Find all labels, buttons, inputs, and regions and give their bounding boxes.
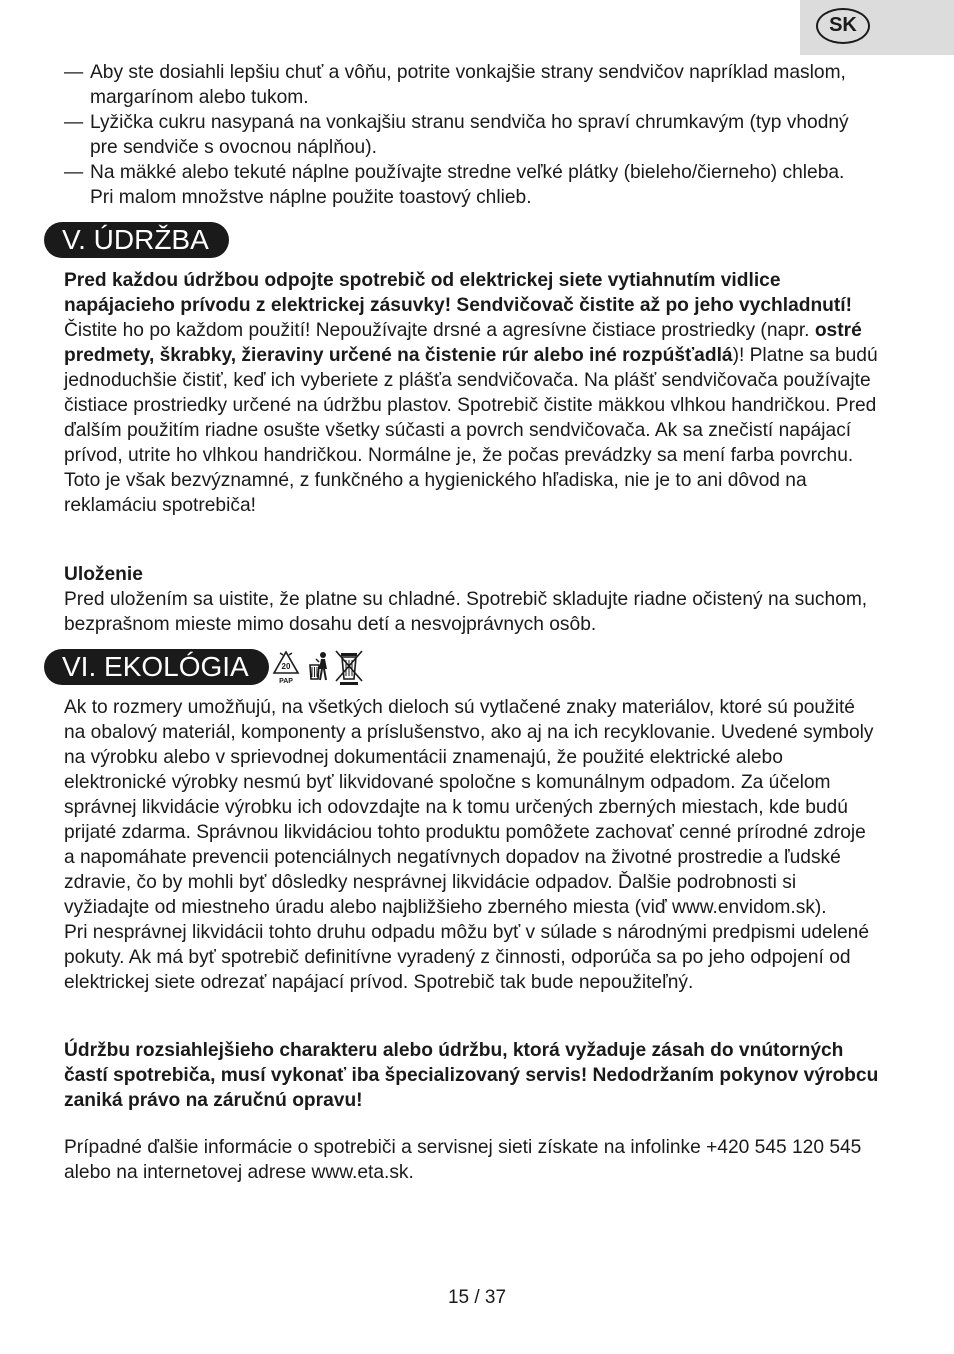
service-warning bbox=[64, 1038, 879, 1113]
storage-text: Pred uložením sa uistite, že platne su chladné. Spotrebič skladujte riadne očistený na suchom, bezprašnom mieste mimo dosahu detí a nesvojprávnych osôb. bbox=[64, 589, 868, 635]
storage-block bbox=[64, 562, 879, 637]
contact-info bbox=[64, 1135, 879, 1185]
ecology-icons bbox=[272, 649, 364, 687]
maintenance-paragraph bbox=[64, 268, 879, 518]
list-item bbox=[64, 110, 864, 160]
section-heading-ecology: VI. EKOLÓGIA bbox=[44, 649, 269, 685]
recycle-pap-icon bbox=[274, 652, 298, 685]
recycle-code: 20 bbox=[281, 662, 291, 671]
maintenance-text-rest: )! Platne sa budú jednoduchšie čistiť, keď ich vyberiete z plášťa sendvičovača. Na plášť sendvičovača používajte čistiace prostriedky určené na údržbu plastov. Spotrebič čistite mäkkou vlhkou handričkou. Pred ďalším použitím riadne osušte všetky súčasti a povrch sendvičovača. Ak sa znečistí napájací prívod, utrite ho vlhkou handričkou. Normálne je, že počas prevádzky sa mení farba povrchu. Toto je však bezvýznamné, z funkčného a hygienického hľadiska, nie je to ani dôvod na reklamáciu spotrebiča! bbox=[64, 345, 878, 516]
contact-info-text: Prípadné ďalšie informácie o spotrebiči a servisnej sieti získate na infolinke +420 545 120 545 alebo na internetovej adrese www.eta.sk. bbox=[64, 1137, 862, 1183]
tip-text: Lyžička cukru nasypaná na vonkajšiu stranu sendviča ho spraví chrumkavým (typ vhodný pre sendviče s ovocnou náplňou). bbox=[90, 112, 849, 158]
dash-marker: — bbox=[64, 162, 84, 183]
tidyman-icon bbox=[310, 652, 327, 680]
maintenance-warning-bold: Pred každou údržbou odpojte spotrebič od elektrickej siete vytiahnutím vidlice napájacieho prívodu z elektrickej zásuvky! Sendvičovač čistite až po jeho vychladnutí! bbox=[64, 270, 853, 316]
tips-list bbox=[64, 60, 864, 210]
list-item bbox=[64, 60, 864, 110]
maintenance-text: Čistite ho po každom použití! Nepoužívajte drsné a agresívne čistiace prostriedky (napr. bbox=[64, 320, 815, 341]
language-badge: SK bbox=[816, 8, 870, 44]
ecology-block bbox=[64, 695, 879, 995]
dash-marker: — bbox=[64, 112, 84, 133]
storage-heading: Uloženie bbox=[64, 564, 143, 585]
language-tab bbox=[800, 0, 954, 55]
dash-marker: — bbox=[64, 62, 84, 83]
recycle-label: PAP bbox=[279, 678, 293, 685]
tip-text: Na mäkké alebo tekuté náplne používajte stredne veľké plátky (bieleho/čierneho) chleba. Pri malom množstve náplne použite toastový chlieb. bbox=[90, 162, 845, 208]
ecology-fines-paragraph: Pri nesprávnej likvidácii tohto druhu odpadu môžu byť v súlade s národnými predpismi udelené pokuty. Ak má byť spotrebič definitívne vyradený z činnosti, odporúča sa po jeho odpojení od elektrickej siete odrezať napájací prívod. Spotrebič tak bude nepoužiteľný. bbox=[64, 922, 869, 993]
service-warning-text: Údržbu rozsiahlejšieho charakteru alebo údržbu, ktorá vyžaduje zásah do vnútorných častí spotrebiča, musí vykonať iba špecializovaný servis! Nedodržaním pokynov výrobcu zaniká právo na záručnú opravu! bbox=[64, 1040, 879, 1111]
ecology-paragraph: Ak to rozmery umožňujú, na všetkých dieloch sú vytlačené znaky materiálov, ktoré sú použité na obalový materiál, komponenty a príslušenstvo, ako aj na ich recyklovanie. Uvedené symboly na výrobku alebo v sprievodnej dokumentácii znamenajú, že použité elektrické alebo elektronické výrobky nesmú byť likvidované spoločne s komunálnym odpadom. Za účelom správnej likvidácie výrobku ich odovzdajte na k tomu určených zberných miestach, kde budú prijaté zdarma. Správnou likvidáciou tohto produktu pomôžete zachovať cenné prírodné zdroje a napomáhate prevencii potenciálnych negatívnych dopadov na životné prostredie a ľudské zdravie, čo by mohli byť dôsledky nesprávnej likvidácie odpadov. Ďalšie podrobnosti si vyžiadajte od miestneho úradu alebo najbližšieho zberného miesta (viď www.envidom.sk). bbox=[64, 697, 874, 918]
list-item bbox=[64, 160, 864, 210]
crossed-bin-icon bbox=[336, 651, 362, 685]
section-heading-maintenance: V. ÚDRŽBA bbox=[44, 222, 229, 258]
maintenance-agents-bold: ostré predmety, škrabky, žieraviny určené na čistenie rúr alebo iné rozpúšťadlá bbox=[64, 320, 862, 366]
tip-text: Aby ste dosiahli lepšiu chuť a vôňu, potrite vonkajšie strany sendvičov napríklad maslom, margarínom alebo tukom. bbox=[90, 62, 846, 108]
page-number: 15 / 37 bbox=[447, 1287, 507, 1308]
